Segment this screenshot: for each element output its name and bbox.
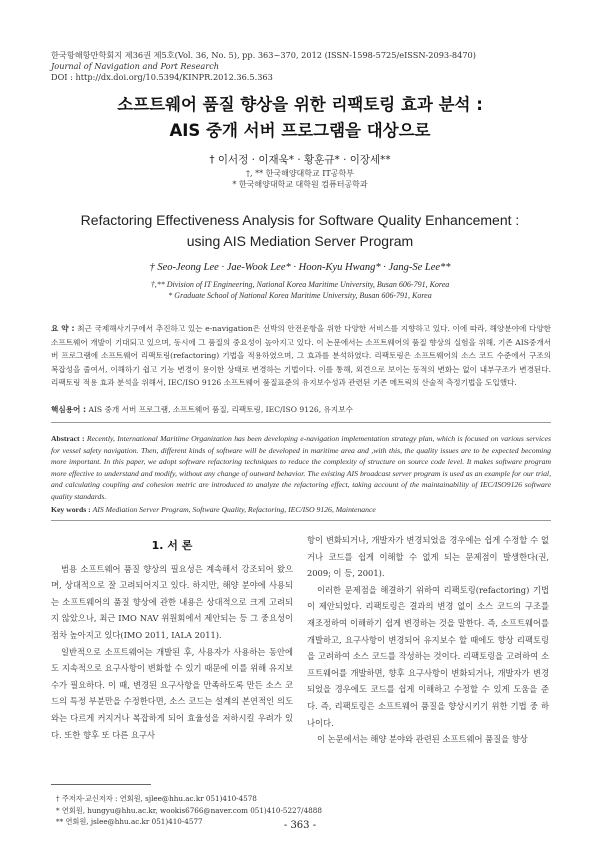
affiliation-en-line2: * Graduate School of National Korea Maritime University, Busan 606-791, Korea — [168, 291, 432, 300]
abstract-en-text: Recently, International Maritime Organization has been developing e-navigation implementation strategy plan, which is focused on various services for vessel safety navigation. Then, different kinds of software will be developed in maritime area and ,with this, the quality issues are to be expected becoming more important. In this paper, we adopt software refactoring techniques to reduce the complexity of structure on source code level. It makes software program more effective to understand and modify, without any change of outward behavior. The existing AIS broadcast server program is used as an example for our trial, and calculating coupling and cohesion metric are introduced to analyze the refactoring effect, taking account of the maintainability of IEC/ISO9126 software quality standards. — [51, 434, 552, 501]
journal-citation: 한국항해항만학회지 제36권 제5호(Vol. 36, No. 5), pp. 363~370, 2012 (ISSN-1598-5725/eISSN-2093-8470) — [51, 50, 476, 60]
page-number: - 363 - — [283, 820, 317, 831]
abstract-english — [51, 433, 551, 503]
paper-title-english — [0, 210, 600, 252]
intro-paragraph-2-cont: 항이 변화되거나, 개발자가 변경되었을 경우에는 쉽게 수정할 수 없거나 코드를 쉽게 이해할 수 없게 되는 문제점이 발생한다(권, 2009; 이 등, 2001). — [307, 535, 549, 579]
journal-doi: DOI : http://dx.doi.org/10.5394/KINPR.2012.36.5.363 — [51, 72, 273, 82]
title-en-line1: Refactoring Effectiveness Analysis for Software Quality Enhancement : — [80, 212, 520, 228]
title-ko-line2: AIS 중개 서버 프로그램을 대상으로 — [169, 121, 431, 140]
abstract-ko-label: 요 약 : — [51, 324, 75, 333]
intro-paragraph-2: 일반적으로 소프트웨어는 개발된 후, 사용자가 사용하는 동안에도 지속적으로 요구사항이 변화할 수 있기 때문에 이를 위해 유지보수가 필요하다. 이 때, 변경된 요구사항을 만족하도록 만든 소스 코드의 특정 부분만을 수정한다면, 소스 코드는 설계의 본연적인 의도와는 다르게 커지거나 복잡하게 되어 효율성을 저하시킬 우려가 있다. 또한 향후 또 다른 요구사 — [51, 646, 293, 740]
keywords-korean — [51, 404, 353, 415]
divider-bottom — [51, 520, 551, 521]
keywords-ko-label: 핵심용어 : — [51, 405, 87, 414]
abstract-en-label: Abstract : — [51, 434, 85, 443]
keywords-english — [51, 505, 376, 514]
affiliation-korean — [0, 168, 600, 190]
affiliation-en-line1: †,** Division of IT Engineering, National Korea Maritime University, Busan 606-791, Korea — [150, 280, 450, 289]
intro-paragraph-3: 이러한 문제점을 해결하기 위하여 리팩토링(refactoring) 기법이 제안되었다. 리팩토링은 결과의 변경 없이 소스 코드의 구조를 재조정하여 이해하기 쉽게 변경하는 것을 말한다. 즉, 소프트웨어를 개발하고, 요구사항이 변경되어 유지보수 할 때에도 향상 리팩토링을 고려하여 소스 코드를 작성하는 것이다. 리팩토링을 고려하여 소프트웨어를 개발하면, 향후 요구사항이 변화되거나, 개발자가 변경되었을 경우에도 코드를 쉽게 이해하고 수정할 수 있게 도움을 준다. 즉, 리팩토링은 소프트웨어 품질을 향상시키기 위한 기법 중 하나이다. — [307, 584, 549, 728]
footnote-3: ** 연회원, jslee@hhu.ac.kr 051)410-4577 — [56, 817, 203, 826]
journal-header — [51, 50, 476, 83]
footnote-1: † 주저자·교신저자 : 연회원, sjlee@hhu.ac.kr 051)410-4578 — [56, 794, 257, 803]
abstract-ko-text: 최근 국제해사기구에서 추진하고 있는 e-navigation은 선박의 안전운항을 위한 다양한 서비스를 지향하고 있다. 이에 따라, 해양분야에 다양한 소프트웨어 개발이 기대되고 있으며, 동시에 그 품질의 중요성이 높아지고 있다. 이 논문에서는 소프트웨어의 품질 향상의 실험을 위해, 기존 AIS중개서버 프로그램에 소프트웨어 리팩토링(refactoring) 기법을 적용하였으며, 그 효과를 분석하였다. 리팩토링은 소프트웨어의 소스 코드 수준에서 구조의 복잡성을 줄여서, 이해하기 쉽고 기능 변경이 용이한 상태로 변경하는 기법이다. 이를 통해, 외견으로 보이는 동적의 변화는 없이 내부구조가 변경된다. 리팩토링 적용 효과 분석을 위해서, IEC/ISO 9126 소프트웨어 품질표준의 유지보수성과 관련된 기존 메트릭의 산술적 측정기법을 도입했다. — [51, 324, 551, 387]
affiliation-ko-line2: * 한국해양대학교 대학원 컴퓨터공학과 — [232, 180, 368, 189]
column-right — [307, 532, 549, 748]
section-heading-introduction: 1. 서 론 — [151, 539, 193, 552]
affiliation-ko-line1: †, ** 한국해양대학교 IT공학부 — [246, 169, 354, 178]
keywords-en-text: AIS Mediation Server Program, Software Quality, Refactoring, IEC/ISO 9126, Maintenance — [92, 505, 376, 514]
divider-top — [51, 422, 551, 423]
footnote-2: * 연회원, hungyu@hhu.ac.kr, wookis6766@naver.com 051)410-5227/4888 — [56, 805, 322, 815]
intro-paragraph-1: 범용 소프트웨어 품질 향상의 필요성은 계속해서 강조되어 왔으며, 상대적으로 잘 고려되어지고 있다. 하지만, 해양 분야에 사용되는 소프트웨어의 품질 향상에 관한 내용은 상대적으로 크게 고려되지 않았으나, 최근 IMO NAV 위원회에서 제안되는 등 그 중요성이 점차 높아지고 있다(IMO 2011, IALA 2011). — [51, 563, 293, 640]
intro-paragraph-4: 이 논문에서는 해양 분야와 관련된 소프트웨어 품질을 향상 — [317, 734, 528, 745]
keywords-en-label: Key words : — [51, 505, 91, 514]
title-en-line2: using AIS Mediation Server Program — [186, 233, 414, 249]
affiliation-english — [0, 279, 600, 301]
abstract-korean — [51, 322, 551, 390]
keywords-ko-text: AIS 중개 서버 프로그램, 소프트웨어 품질, 리팩토링, IEC/ISO 9126, 유지보수 — [88, 405, 353, 414]
footnote-rule — [51, 784, 151, 785]
column-left — [51, 528, 293, 743]
authors-english: † Seo-Jeong Lee · Jae-Wook Lee* · Hoon-Kyu Hwang* · Jang-Se Lee** — [149, 262, 451, 273]
paper-title-korean — [0, 92, 600, 144]
authors-korean: † 이서정 · 이재욱* · 황훈규* · 이장세** — [209, 154, 391, 166]
title-ko-line1: 소프트웨어 품질 향상을 위한 리팩토링 효과 분석 : — [117, 95, 483, 114]
journal-name: Journal of Navigation and Port Research — [51, 61, 220, 71]
